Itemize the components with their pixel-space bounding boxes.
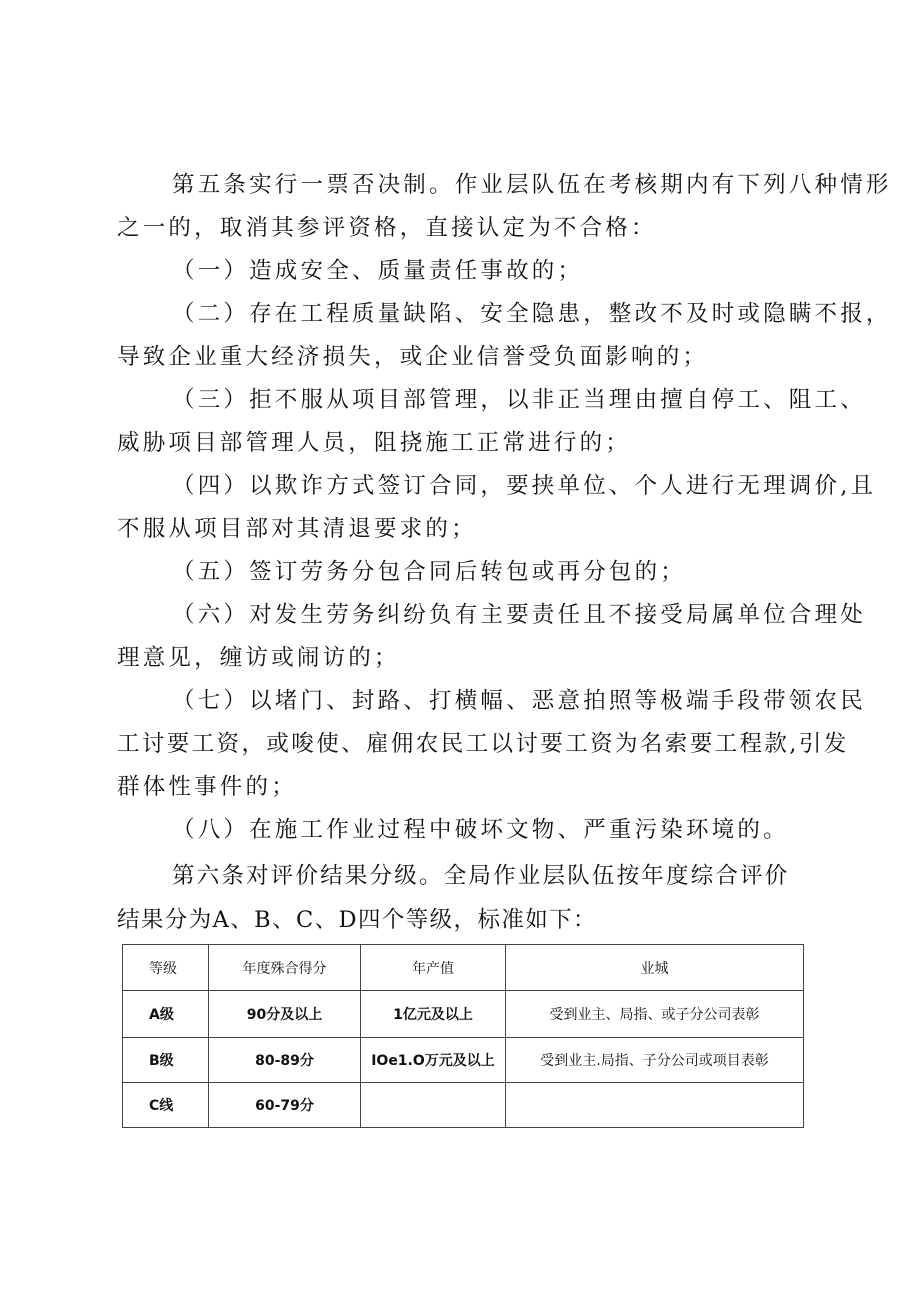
clause-2-line1: （二）存在工程质量缺陷、安全隐患，整改不及时或隐瞒不报， xyxy=(172,301,892,327)
cell-commendation: 受到业主.局指、子分公司或项目表彰 xyxy=(506,1038,804,1083)
clause-7-line3: 群体性事件的； xyxy=(117,774,297,800)
clause-1: （一）造成安全、质量责任事故的； xyxy=(172,258,584,284)
clause-7-line2: 工讨要工资，或唆使、雇佣农民工以讨要工资为名索要工程款,引发 xyxy=(117,731,849,757)
clause-6-line2: 理意见，缠访或闹访的； xyxy=(117,645,400,671)
clause-6-line1: （六）对发生劳务纠纷负有主要责任且不接受局属单位合理处 xyxy=(172,602,866,628)
clause-5: （五）签订劳务分包合同后转包或再分包的； xyxy=(172,559,687,585)
cell-output: 1亿元及以上 xyxy=(361,991,506,1038)
article6-line2: 结果分为A、B、C、D四个等级，标准如下： xyxy=(117,907,597,933)
clause-4-line2: 不服从项目部对其清退要求的； xyxy=(117,516,477,542)
cell-grade: A级 xyxy=(123,991,209,1038)
cell-score: 80-89分 xyxy=(209,1038,361,1083)
clause-7-line1: （七）以堵门、封路、打横幅、恶意拍照等极端手段带领农民 xyxy=(172,688,866,714)
cell-score: 90分及以上 xyxy=(209,991,361,1038)
header-grade: 等级 xyxy=(123,945,209,991)
table-row xyxy=(123,1038,804,1083)
clause-3-line1: （三）拒不服从项目部管理，以非正当理由擅自停工、阻工、 xyxy=(172,387,866,413)
cell-commendation xyxy=(506,1083,804,1128)
article5-line1: 第五条实行一票否决制。作业层队伍在考核期内有下列八种情形 xyxy=(172,172,892,198)
cell-grade: C线 xyxy=(123,1083,209,1128)
cell-output xyxy=(361,1083,506,1128)
header-score: 年度殊合得分 xyxy=(209,945,361,991)
clause-3-line2: 威胁项目部管理人员，阻挠施工正常进行的； xyxy=(117,430,632,456)
clause-2-line2: 导致企业重大经济损失，或企业信誉受负面影响的； xyxy=(117,344,709,370)
cell-output: IOe1.O万元及以上 xyxy=(361,1038,506,1083)
cell-score: 60-79分 xyxy=(209,1083,361,1128)
header-output: 年产值 xyxy=(361,945,506,991)
clause-4-line1: （四）以欺诈方式签订合同，要挟单位、个人进行无理调价,且 xyxy=(172,473,877,499)
clause-8: （八）在施工作业过程中破坏文物、严重污染环境的。 xyxy=(172,817,789,843)
table-row xyxy=(123,991,804,1038)
header-commendation: 业城 xyxy=(506,945,804,991)
cell-grade: B级 xyxy=(123,1038,209,1083)
table-header-row xyxy=(123,945,804,991)
article5-line2: 之一的，取消其参评资格，直接认定为不合格： xyxy=(117,215,657,241)
cell-commendation: 受到业主、局指、或子分公司表彰 xyxy=(506,991,804,1038)
article6-line1: 第六条对评价结果分级。全局作业层队伍按年度综合评价 xyxy=(172,863,790,889)
grading-table xyxy=(122,944,804,1128)
table-row xyxy=(123,1083,804,1128)
